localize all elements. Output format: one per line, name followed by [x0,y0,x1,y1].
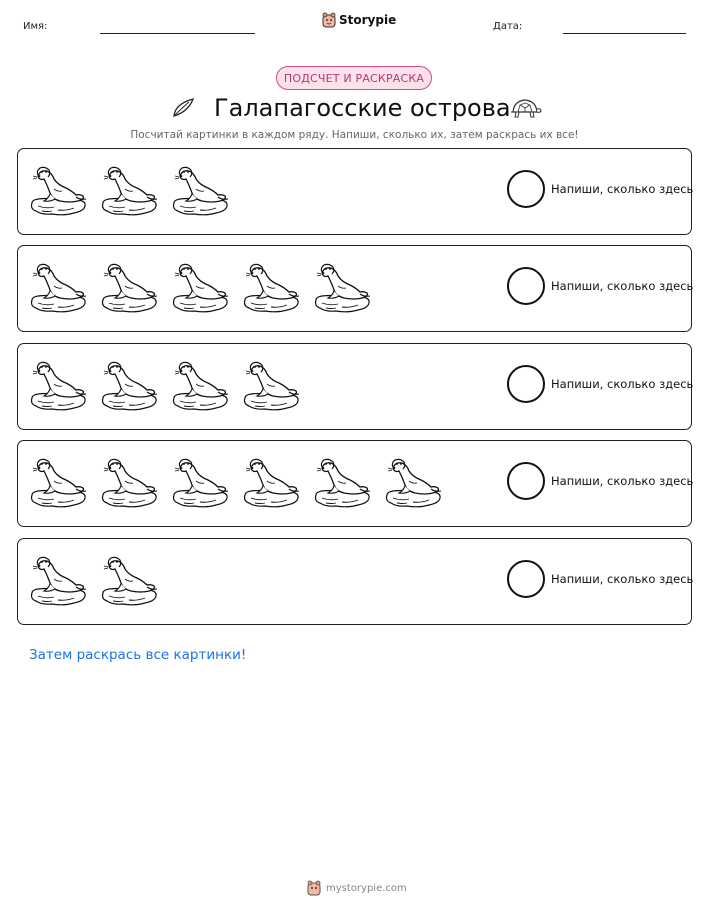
picture-group [28,453,454,517]
answer-label: Напиши, сколько здесь [551,182,694,196]
answer-circle[interactable] [507,462,545,500]
picture-group [28,161,241,225]
worksheet-header [0,0,709,50]
counting-row-1 [17,148,692,235]
sea-lion-on-rock-icon [170,453,230,509]
picture-group [28,356,312,420]
answer-circle[interactable] [507,560,545,598]
picture-group [28,258,383,322]
answer-circle[interactable] [507,365,545,403]
sea-lion-on-rock-icon [99,551,159,607]
picture-group [28,551,170,615]
category-badge: ПОДСЧЕТ И РАСКРАСКА [276,66,432,90]
title-row [0,92,709,128]
counting-row-4 [17,440,692,527]
date-label: Дата: [493,21,523,32]
sea-lion-on-rock-icon [383,453,443,509]
sea-lion-on-rock-icon [241,258,301,314]
counting-row-2 [17,245,692,332]
storypie-logo [322,12,396,28]
answer-label: Напиши, сколько здесь [551,474,694,488]
sea-lion-on-rock-icon [170,258,230,314]
answer-circle[interactable] [507,267,545,305]
date-line [563,33,686,34]
sea-lion-on-rock-icon [170,161,230,217]
name-label: Имя: [23,21,48,32]
leaf-icon [171,96,197,120]
storypie-mascot-icon [307,880,321,896]
counting-row-5 [17,538,692,625]
tortoise-icon [508,96,542,122]
sea-lion-on-rock-icon [312,258,372,314]
sea-lion-on-rock-icon [28,258,88,314]
answer-circle[interactable] [507,170,545,208]
storypie-mascot-icon [322,12,336,28]
sea-lion-on-rock-icon [99,453,159,509]
sea-lion-on-rock-icon [99,161,159,217]
counting-row-3 [17,343,692,430]
instructions: Посчитай картинки в каждом ряду. Напиши, сколько их, затем раскрась их все! [130,129,579,141]
answer-label: Напиши, сколько здесь [551,377,694,391]
footer-note: Затем раскрась все картинки! [29,647,247,663]
sea-lion-on-rock-icon [241,356,301,412]
logo-text: Storypie [339,13,397,27]
answer-label: Напиши, сколько здесь [551,572,694,586]
sea-lion-on-rock-icon [241,453,301,509]
sea-lion-on-rock-icon [28,453,88,509]
sea-lion-on-rock-icon [312,453,372,509]
sea-lion-on-rock-icon [28,356,88,412]
sea-lion-on-rock-icon [28,551,88,607]
sea-lion-on-rock-icon [28,161,88,217]
site-url: mystorypie.com [326,882,407,894]
sea-lion-on-rock-icon [170,356,230,412]
name-line [100,33,255,34]
answer-label: Напиши, сколько здесь [551,279,694,293]
page-title: Галапагосские острова [214,94,511,122]
site-footer [307,880,407,896]
sea-lion-on-rock-icon [99,356,159,412]
sea-lion-on-rock-icon [99,258,159,314]
